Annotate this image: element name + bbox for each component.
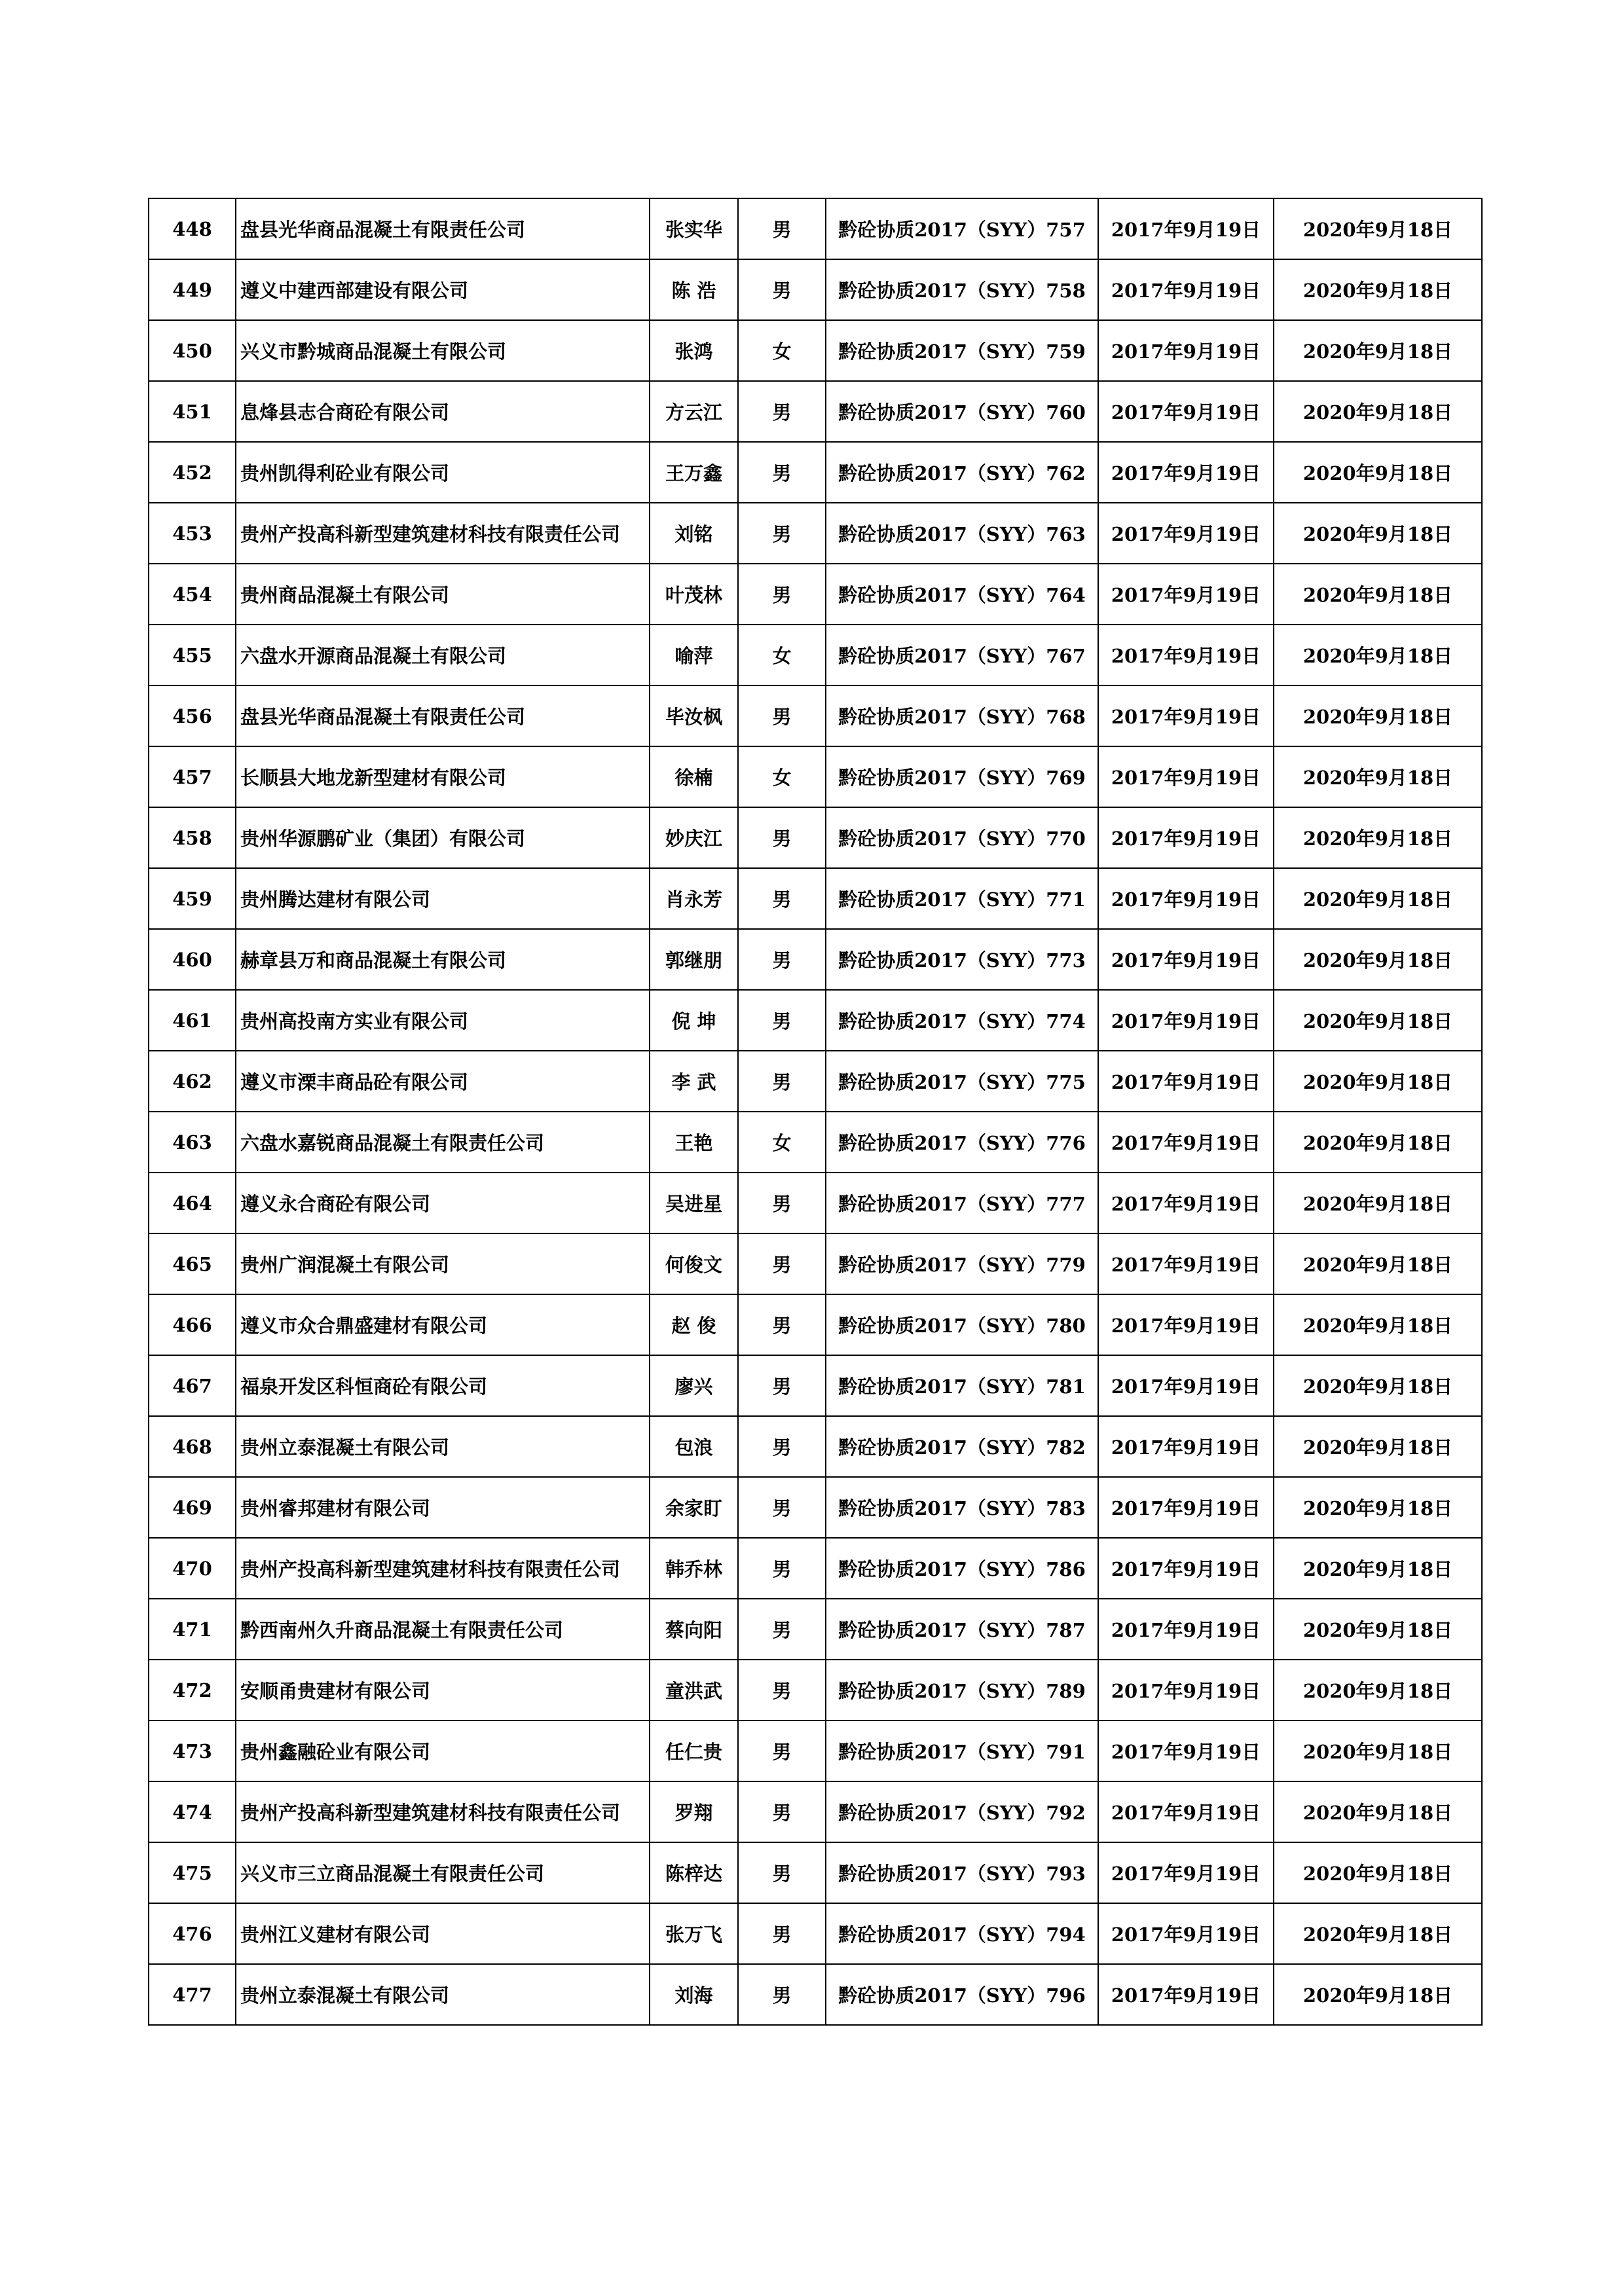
company-name: 长顺县大地龙新型建材有限公司 — [236, 746, 650, 807]
company-name: 六盘水开源商品混凝土有限公司 — [236, 625, 650, 685]
certificate-number: 黔砼协质2017（SYY）767 — [826, 625, 1098, 685]
table-row — [149, 1964, 1482, 2025]
company-name: 贵州广润混凝土有限公司 — [236, 1233, 650, 1294]
gender: 男 — [738, 1903, 826, 1964]
company-name: 贵州凯得利砼业有限公司 — [236, 442, 650, 503]
certificate-number: 黔砼协质2017（SYY）780 — [826, 1294, 1098, 1355]
row-number: 474 — [149, 1781, 236, 1842]
person-name: 李 武 — [650, 1051, 738, 1112]
certificate-number: 黔砼协质2017（SYY）783 — [826, 1477, 1098, 1538]
certificate-number: 黔砼协质2017（SYY）773 — [826, 929, 1098, 990]
row-number: 452 — [149, 442, 236, 503]
row-number: 472 — [149, 1660, 236, 1721]
gender: 男 — [738, 1477, 826, 1538]
expiry-date: 2020年9月18日 — [1274, 1355, 1482, 1416]
table-row — [149, 1781, 1482, 1842]
expiry-date: 2020年9月18日 — [1274, 1660, 1482, 1721]
table-row — [149, 320, 1482, 381]
table-row — [149, 1294, 1482, 1355]
table-row — [149, 1173, 1482, 1233]
table-row — [149, 564, 1482, 625]
person-name: 罗翔 — [650, 1781, 738, 1842]
person-name: 包浪 — [650, 1416, 738, 1477]
person-name: 蔡向阳 — [650, 1599, 738, 1660]
expiry-date: 2020年9月18日 — [1274, 442, 1482, 503]
certificate-number: 黔砼协质2017（SYY）779 — [826, 1233, 1098, 1294]
person-name: 王艳 — [650, 1112, 738, 1173]
expiry-date: 2020年9月18日 — [1274, 990, 1482, 1051]
table-row — [149, 1477, 1482, 1538]
row-number: 470 — [149, 1538, 236, 1599]
gender: 男 — [738, 198, 826, 259]
person-name: 余家盯 — [650, 1477, 738, 1538]
expiry-date: 2020年9月18日 — [1274, 1294, 1482, 1355]
row-number: 467 — [149, 1355, 236, 1416]
row-number: 463 — [149, 1112, 236, 1173]
row-number: 462 — [149, 1051, 236, 1112]
certificate-number: 黔砼协质2017（SYY）764 — [826, 564, 1098, 625]
company-name: 兴义市黔城商品混凝土有限公司 — [236, 320, 650, 381]
person-name: 吴进星 — [650, 1173, 738, 1233]
issue-date: 2017年9月19日 — [1098, 1964, 1274, 2025]
issue-date: 2017年9月19日 — [1098, 685, 1274, 746]
certificate-number: 黔砼协质2017（SYY）768 — [826, 685, 1098, 746]
issue-date: 2017年9月19日 — [1098, 1842, 1274, 1903]
gender: 男 — [738, 1538, 826, 1599]
person-name: 陈梓达 — [650, 1842, 738, 1903]
row-number: 456 — [149, 685, 236, 746]
issue-date: 2017年9月19日 — [1098, 381, 1274, 442]
certificate-number: 黔砼协质2017（SYY）777 — [826, 1173, 1098, 1233]
person-name: 何俊文 — [650, 1233, 738, 1294]
certificate-number: 黔砼协质2017（SYY）776 — [826, 1112, 1098, 1173]
person-name: 童洪武 — [650, 1660, 738, 1721]
gender: 女 — [738, 625, 826, 685]
person-name: 韩乔林 — [650, 1538, 738, 1599]
gender: 男 — [738, 564, 826, 625]
person-name: 张万飞 — [650, 1903, 738, 1964]
expiry-date: 2020年9月18日 — [1274, 259, 1482, 320]
issue-date: 2017年9月19日 — [1098, 868, 1274, 929]
row-number: 451 — [149, 381, 236, 442]
person-name: 肖永芳 — [650, 868, 738, 929]
expiry-date: 2020年9月18日 — [1274, 1599, 1482, 1660]
person-name: 赵 俊 — [650, 1294, 738, 1355]
certificate-number: 黔砼协质2017（SYY）781 — [826, 1355, 1098, 1416]
company-name: 遵义中建西部建设有限公司 — [236, 259, 650, 320]
person-name: 徐楠 — [650, 746, 738, 807]
issue-date: 2017年9月19日 — [1098, 1599, 1274, 1660]
certificate-number: 黔砼协质2017（SYY）791 — [826, 1721, 1098, 1781]
table-row — [149, 807, 1482, 868]
certificate-number: 黔砼协质2017（SYY）794 — [826, 1903, 1098, 1964]
row-number: 448 — [149, 198, 236, 259]
company-name: 贵州华源鹏矿业（集团）有限公司 — [236, 807, 650, 868]
certificate-number: 黔砼协质2017（SYY）782 — [826, 1416, 1098, 1477]
certificate-number: 黔砼协质2017（SYY）774 — [826, 990, 1098, 1051]
company-name: 赫章县万和商品混凝土有限公司 — [236, 929, 650, 990]
row-number: 458 — [149, 807, 236, 868]
issue-date: 2017年9月19日 — [1098, 198, 1274, 259]
certificate-number: 黔砼协质2017（SYY）792 — [826, 1781, 1098, 1842]
row-number: 455 — [149, 625, 236, 685]
table-row — [149, 442, 1482, 503]
person-name: 刘铭 — [650, 503, 738, 564]
certificate-number: 黔砼协质2017（SYY）758 — [826, 259, 1098, 320]
certificate-number: 黔砼协质2017（SYY）763 — [826, 503, 1098, 564]
row-number: 460 — [149, 929, 236, 990]
issue-date: 2017年9月19日 — [1098, 1173, 1274, 1233]
issue-date: 2017年9月19日 — [1098, 1903, 1274, 1964]
gender: 男 — [738, 1051, 826, 1112]
issue-date: 2017年9月19日 — [1098, 1477, 1274, 1538]
person-name: 妙庆江 — [650, 807, 738, 868]
person-name: 刘海 — [650, 1964, 738, 2025]
issue-date: 2017年9月19日 — [1098, 1721, 1274, 1781]
person-name: 倪 坤 — [650, 990, 738, 1051]
expiry-date: 2020年9月18日 — [1274, 1477, 1482, 1538]
table-row — [149, 1233, 1482, 1294]
expiry-date: 2020年9月18日 — [1274, 868, 1482, 929]
company-name: 六盘水嘉锐商品混凝土有限责任公司 — [236, 1112, 650, 1173]
table-row — [149, 1903, 1482, 1964]
expiry-date: 2020年9月18日 — [1274, 1842, 1482, 1903]
issue-date: 2017年9月19日 — [1098, 746, 1274, 807]
issue-date: 2017年9月19日 — [1098, 442, 1274, 503]
issue-date: 2017年9月19日 — [1098, 564, 1274, 625]
company-name: 遵义永合商砼有限公司 — [236, 1173, 650, 1233]
certificate-number: 黔砼协质2017（SYY）796 — [826, 1964, 1098, 2025]
certificate-number: 黔砼协质2017（SYY）771 — [826, 868, 1098, 929]
expiry-date: 2020年9月18日 — [1274, 320, 1482, 381]
expiry-date: 2020年9月18日 — [1274, 625, 1482, 685]
gender: 女 — [738, 1112, 826, 1173]
issue-date: 2017年9月19日 — [1098, 1660, 1274, 1721]
gender: 男 — [738, 1294, 826, 1355]
issue-date: 2017年9月19日 — [1098, 1233, 1274, 1294]
row-number: 477 — [149, 1964, 236, 2025]
issue-date: 2017年9月19日 — [1098, 625, 1274, 685]
company-name: 盘县光华商品混凝土有限责任公司 — [236, 685, 650, 746]
person-name: 方云江 — [650, 381, 738, 442]
row-number: 454 — [149, 564, 236, 625]
expiry-date: 2020年9月18日 — [1274, 1051, 1482, 1112]
company-name: 兴义市三立商品混凝土有限责任公司 — [236, 1842, 650, 1903]
company-name: 贵州产投高科新型建筑建材科技有限责任公司 — [236, 1538, 650, 1599]
company-name: 贵州立泰混凝土有限公司 — [236, 1416, 650, 1477]
row-number: 464 — [149, 1173, 236, 1233]
certificate-number: 黔砼协质2017（SYY）786 — [826, 1538, 1098, 1599]
expiry-date: 2020年9月18日 — [1274, 198, 1482, 259]
person-name: 陈 浩 — [650, 259, 738, 320]
row-number: 468 — [149, 1416, 236, 1477]
gender: 男 — [738, 1233, 826, 1294]
row-number: 476 — [149, 1903, 236, 1964]
issue-date: 2017年9月19日 — [1098, 1781, 1274, 1842]
gender: 男 — [738, 990, 826, 1051]
expiry-date: 2020年9月18日 — [1274, 1173, 1482, 1233]
company-name: 盘县光华商品混凝土有限责任公司 — [236, 198, 650, 259]
gender: 男 — [738, 1173, 826, 1233]
gender: 男 — [738, 503, 826, 564]
row-number: 459 — [149, 868, 236, 929]
expiry-date: 2020年9月18日 — [1274, 1903, 1482, 1964]
table-row — [149, 929, 1482, 990]
gender: 男 — [738, 1964, 826, 2025]
company-name: 安顺甬贵建材有限公司 — [236, 1660, 650, 1721]
expiry-date: 2020年9月18日 — [1274, 1538, 1482, 1599]
issue-date: 2017年9月19日 — [1098, 807, 1274, 868]
gender: 男 — [738, 1721, 826, 1781]
company-name: 贵州鑫融砼业有限公司 — [236, 1721, 650, 1781]
expiry-date: 2020年9月18日 — [1274, 1721, 1482, 1781]
table-row — [149, 198, 1482, 259]
issue-date: 2017年9月19日 — [1098, 1538, 1274, 1599]
gender: 男 — [738, 1355, 826, 1416]
person-name: 喻萍 — [650, 625, 738, 685]
issue-date: 2017年9月19日 — [1098, 320, 1274, 381]
table-row — [149, 868, 1482, 929]
company-name: 遵义市众合鼎盛建材有限公司 — [236, 1294, 650, 1355]
row-number: 469 — [149, 1477, 236, 1538]
person-name: 张实华 — [650, 198, 738, 259]
gender: 男 — [738, 807, 826, 868]
table-body — [149, 198, 1482, 2025]
gender: 女 — [738, 746, 826, 807]
company-name: 福泉开发区科恒商砼有限公司 — [236, 1355, 650, 1416]
expiry-date: 2020年9月18日 — [1274, 1781, 1482, 1842]
gender: 男 — [738, 868, 826, 929]
issue-date: 2017年9月19日 — [1098, 1416, 1274, 1477]
issue-date: 2017年9月19日 — [1098, 929, 1274, 990]
row-number: 449 — [149, 259, 236, 320]
certificate-number: 黔砼协质2017（SYY）757 — [826, 198, 1098, 259]
expiry-date: 2020年9月18日 — [1274, 564, 1482, 625]
company-name: 贵州立泰混凝土有限公司 — [236, 1964, 650, 2025]
person-name: 毕汝枫 — [650, 685, 738, 746]
certificate-number: 黔砼协质2017（SYY）762 — [826, 442, 1098, 503]
company-name: 贵州高投南方实业有限公司 — [236, 990, 650, 1051]
expiry-date: 2020年9月18日 — [1274, 1112, 1482, 1173]
company-name: 贵州商品混凝土有限公司 — [236, 564, 650, 625]
gender: 男 — [738, 1416, 826, 1477]
issue-date: 2017年9月19日 — [1098, 990, 1274, 1051]
expiry-date: 2020年9月18日 — [1274, 685, 1482, 746]
company-name: 贵州睿邦建材有限公司 — [236, 1477, 650, 1538]
row-number: 466 — [149, 1294, 236, 1355]
table-row — [149, 625, 1482, 685]
issue-date: 2017年9月19日 — [1098, 1051, 1274, 1112]
row-number: 475 — [149, 1842, 236, 1903]
table-row — [149, 1355, 1482, 1416]
row-number: 450 — [149, 320, 236, 381]
certificate-number: 黔砼协质2017（SYY）759 — [826, 320, 1098, 381]
row-number: 471 — [149, 1599, 236, 1660]
row-number: 473 — [149, 1721, 236, 1781]
gender: 男 — [738, 1599, 826, 1660]
table-row — [149, 1660, 1482, 1721]
table-row — [149, 259, 1482, 320]
table-row — [149, 685, 1482, 746]
certificate-number: 黔砼协质2017（SYY）775 — [826, 1051, 1098, 1112]
table-row — [149, 1538, 1482, 1599]
issue-date: 2017年9月19日 — [1098, 503, 1274, 564]
table-row — [149, 1842, 1482, 1903]
table-row — [149, 990, 1482, 1051]
table-row — [149, 1599, 1482, 1660]
gender: 男 — [738, 1781, 826, 1842]
certificate-number: 黔砼协质2017（SYY）770 — [826, 807, 1098, 868]
company-name: 贵州腾达建材有限公司 — [236, 868, 650, 929]
expiry-date: 2020年9月18日 — [1274, 1233, 1482, 1294]
certificate-number: 黔砼协质2017（SYY）787 — [826, 1599, 1098, 1660]
expiry-date: 2020年9月18日 — [1274, 1964, 1482, 2025]
issue-date: 2017年9月19日 — [1098, 1112, 1274, 1173]
issue-date: 2017年9月19日 — [1098, 259, 1274, 320]
person-name: 任仁贵 — [650, 1721, 738, 1781]
gender: 男 — [738, 929, 826, 990]
person-name: 廖兴 — [650, 1355, 738, 1416]
expiry-date: 2020年9月18日 — [1274, 929, 1482, 990]
table-row — [149, 1051, 1482, 1112]
company-name: 黔西南州久升商品混凝土有限责任公司 — [236, 1599, 650, 1660]
certificate-number: 黔砼协质2017（SYY）789 — [826, 1660, 1098, 1721]
gender: 男 — [738, 1660, 826, 1721]
row-number: 465 — [149, 1233, 236, 1294]
company-name: 遵义市溧丰商品砼有限公司 — [236, 1051, 650, 1112]
table-row — [149, 1416, 1482, 1477]
table-row — [149, 503, 1482, 564]
table-row — [149, 381, 1482, 442]
expiry-date: 2020年9月18日 — [1274, 746, 1482, 807]
company-name: 息烽县志合商砼有限公司 — [236, 381, 650, 442]
person-name: 王万鑫 — [650, 442, 738, 503]
person-name: 郭继朋 — [650, 929, 738, 990]
gender: 男 — [738, 442, 826, 503]
certificate-number: 黔砼协质2017（SYY）793 — [826, 1842, 1098, 1903]
expiry-date: 2020年9月18日 — [1274, 381, 1482, 442]
company-name: 贵州产投高科新型建筑建材科技有限责任公司 — [236, 503, 650, 564]
gender: 男 — [738, 1842, 826, 1903]
issue-date: 2017年9月19日 — [1098, 1355, 1274, 1416]
gender: 女 — [738, 320, 826, 381]
certificate-number: 黔砼协质2017（SYY）760 — [826, 381, 1098, 442]
certificate-table — [148, 198, 1483, 2026]
expiry-date: 2020年9月18日 — [1274, 807, 1482, 868]
row-number: 453 — [149, 503, 236, 564]
gender: 男 — [738, 259, 826, 320]
issue-date: 2017年9月19日 — [1098, 1294, 1274, 1355]
gender: 男 — [738, 685, 826, 746]
company-name: 贵州江义建材有限公司 — [236, 1903, 650, 1964]
gender: 男 — [738, 381, 826, 442]
table-row — [149, 1112, 1482, 1173]
expiry-date: 2020年9月18日 — [1274, 1416, 1482, 1477]
certificate-number: 黔砼协质2017（SYY）769 — [826, 746, 1098, 807]
table-row — [149, 1721, 1482, 1781]
row-number: 457 — [149, 746, 236, 807]
company-name: 贵州产投高科新型建筑建材科技有限责任公司 — [236, 1781, 650, 1842]
person-name: 张鸿 — [650, 320, 738, 381]
row-number: 461 — [149, 990, 236, 1051]
expiry-date: 2020年9月18日 — [1274, 503, 1482, 564]
table-row — [149, 746, 1482, 807]
person-name: 叶茂林 — [650, 564, 738, 625]
